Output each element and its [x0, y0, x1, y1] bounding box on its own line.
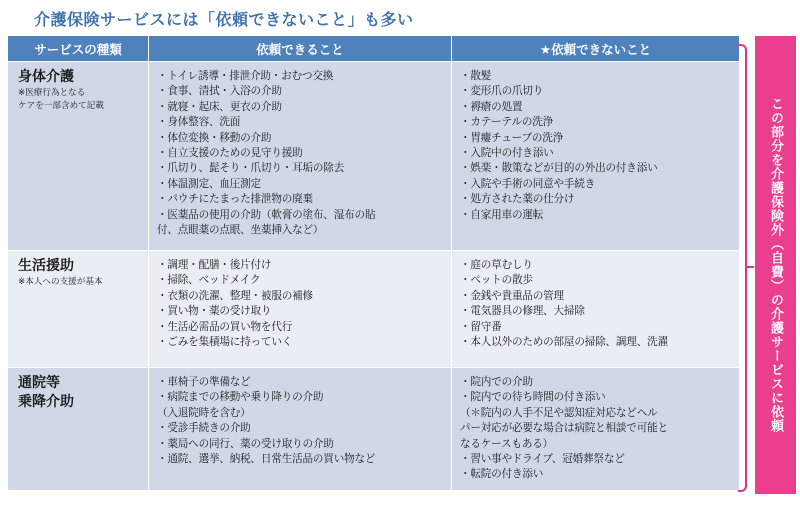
list-item: ・トイレ誘導・排泄介助・おむつ交換: [157, 70, 334, 82]
service-note: ※本人への支援が基本: [18, 277, 103, 287]
list-item: ・パウチにたまった排泄物の廃棄: [157, 193, 313, 206]
list-item: ・就寝・起床、更衣の介助: [157, 100, 282, 113]
list-item: ・胃瘻チューブの洗浄: [460, 131, 564, 144]
list-item: ・掃除、ベッドメイク: [157, 274, 261, 287]
list-item: ・買い物・薬の受け取り: [157, 305, 272, 318]
service-table: [7, 35, 740, 491]
list-item: ・調理・配膳・後片付け: [157, 259, 272, 271]
list-item: ・受診手続きの介助: [157, 422, 251, 435]
list-item: ・入院や手術の同意や手続き: [460, 177, 596, 190]
service-name: 乗降介助: [18, 394, 74, 410]
list-item: ・体位変換・移動の介助: [157, 131, 272, 144]
service-name: 通院等: [18, 375, 60, 391]
list-item: ・医薬品の使用の介助（軟膏の塗布、湿布の貼: [157, 208, 376, 221]
list-item: ・自立支援のための見守り援助: [157, 147, 303, 160]
list-item: ・ごみを集積場に持っていく: [157, 336, 293, 349]
list-item: （入退院時を含む）: [157, 406, 251, 419]
list-item: ・転院の付き添い: [460, 468, 544, 481]
cannot-request-cell: [452, 251, 740, 368]
can-request-cell: [149, 368, 452, 491]
header-cannot-request: ★依頼できないこと: [452, 36, 740, 62]
service-note: ※医療行為となる ケアを一部含めて記載: [18, 88, 104, 111]
header-can-request: 依頼できること: [149, 36, 452, 62]
list-item: ・カテーテルの洗浄: [460, 116, 554, 129]
list-item: ・電気器具の修理、大掃除: [460, 305, 585, 318]
list-item: ・通院、選挙、納税、日常生活品の買い物など: [157, 453, 376, 466]
list-item: ・生活必需品の買い物を代行: [157, 320, 293, 333]
list-item: ・変形爪の爪切り: [460, 85, 544, 98]
list-item: ・薬局への同行、薬の受け取りの介助: [157, 437, 334, 450]
list-item: ・本人以外のための部屋の掃除、調理、洗濯: [460, 336, 668, 349]
list-item: ・散髪: [460, 70, 492, 82]
service-cell: [8, 251, 149, 368]
list-item: ・娯楽・散策などが目的の外出の付き添い: [460, 162, 658, 175]
list-item: ・褥瘡の処置: [460, 100, 523, 113]
page-title: 介護保険サービスには「依頼できないこと」も多い: [34, 10, 414, 29]
side-callout: [755, 36, 796, 494]
list-item: ・自家用車の運転: [460, 208, 544, 221]
bracket-line: [738, 44, 747, 492]
table-row: [8, 62, 740, 251]
list-item: パー対応が必要な場合は病院と相談で可能と: [460, 422, 668, 435]
side-callout-text: この部分を介護保険外（自費）の介護サービスに依頼: [768, 97, 783, 433]
list-item: ・留守番: [460, 320, 502, 333]
list-item: なるケースもある）: [460, 437, 554, 450]
bracket-pointer: [746, 266, 754, 268]
list-item: ・入院中の付き添い: [460, 147, 554, 160]
list-item: ・金銭や貴重品の管理: [460, 289, 564, 302]
list-item: ・身体整容、洗面: [157, 116, 241, 129]
table-header-row: [8, 36, 740, 62]
can-request-cell: [149, 62, 452, 251]
table-row: [8, 251, 740, 368]
service-name: 身体介護: [18, 69, 74, 85]
list-item: ・病院までの移動や乗り降りの介助: [157, 391, 324, 404]
table-row: [8, 368, 740, 491]
list-item: ・体温測定、血圧測定: [157, 177, 261, 190]
list-item: ・ペットの散歩: [460, 274, 533, 287]
list-item: ・処方された薬の仕分け: [460, 193, 575, 206]
list-item: ・衣類の洗濯、整理・被服の補修: [157, 289, 313, 302]
list-item: ・爪切り、髭そり・爪切り・耳垢の除去: [157, 162, 345, 175]
header-service-type: サービスの種類: [8, 36, 149, 62]
list-item: ・車椅子の準備など: [157, 376, 251, 388]
service-cell: [8, 368, 149, 491]
list-item: ・院内での介助: [460, 376, 533, 388]
list-item: （＊院内の人手不足や認知症対応などヘル: [460, 406, 658, 419]
list-item: ・習い事やドライブ、冠婚葬祭など: [460, 453, 625, 466]
list-item: 付、点眼薬の点眼、坐薬挿入など）: [157, 224, 324, 237]
list-item: ・院内での待ち時間の付き添い: [460, 391, 606, 404]
service-cell: [8, 62, 149, 251]
list-item: ・食事、清拭・入浴の介助: [157, 85, 282, 98]
cannot-request-cell: [452, 368, 740, 491]
can-request-cell: [149, 251, 452, 368]
list-item: ・庭の草むしり: [460, 259, 533, 271]
cannot-request-cell: [452, 62, 740, 251]
service-name: 生活援助: [18, 258, 74, 274]
